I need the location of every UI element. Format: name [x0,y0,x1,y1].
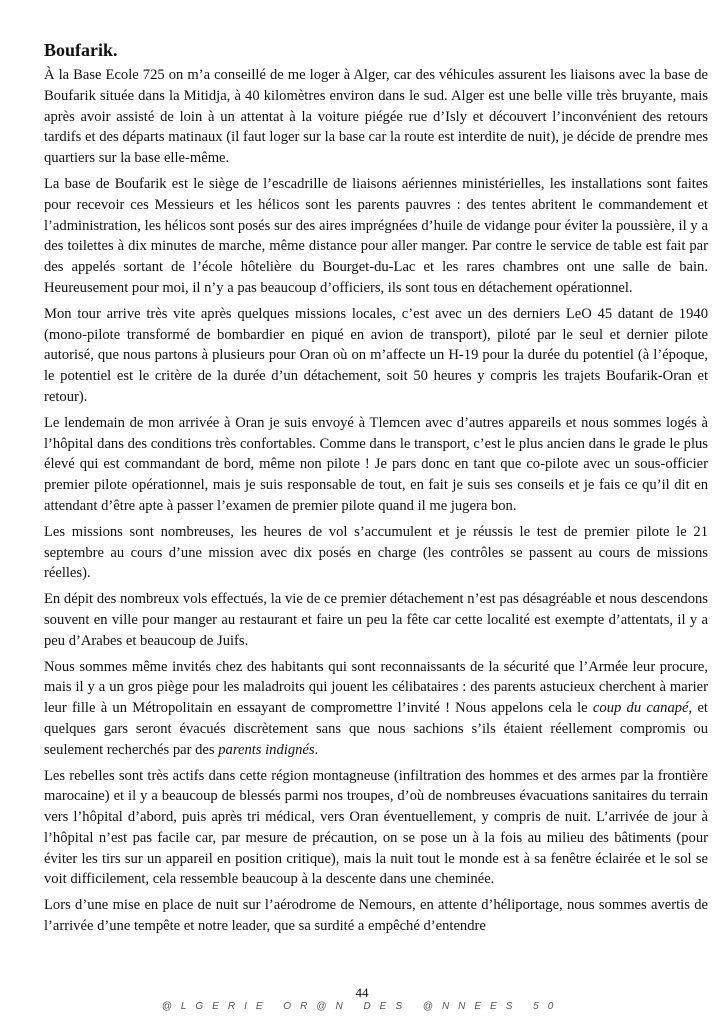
paragraph: Les missions sont nombreuses, les heures de vol s’accumulent et je réussis le test de premier pilote le 21 septembre au cours d’une mission avec dix posés en charge (les contrôles se passent au cours de missions réelles). [44,523,708,582]
paragraph-text: Nous sommes même invités chez des habitants qui sont reconnaissants de la sécurité que l’Armée leur procure, mais il y a un gros piège pour les maladroits qui jouent les célibataires : des parents astucieux cherchent à marier leur fille à un Métropolitain en essayant de compromettre l’invité ! Nous appelons cela le [44,658,708,717]
paragraph-text: . [314,741,319,758]
page-number: 44 [355,985,369,1000]
paragraph: Lors d’une mise en place de nuit sur l’aérodrome de Nemours, en attente d’héliportage, nous sommes avertis de l’arrivée d’une tempête et notre leader, que sa surdité a empêché d’entendre [44,897,708,935]
paragraph: Les rebelles sont très actifs dans cette région montagneuse (infiltration des hommes et des armes par la frontière marocaine) et il y a beaucoup de blessés parmi nos troupes, d’où de nombreuses évacuations sanitaires du terrain vers l’hôpital d’abord, puis après tri médical, vers Oran éventuellement, y compris de nuit. L’arrivée de jour à l’hôpital n’est pas facile car, par mesure de précaution, on se pose un à la fois au milieu des bâtiments (pour éviter les tirs sur un appareil en position critique), mais la nuit tout le monde est à sa fenêtre éclairée et le sol se voit difficilement, cela ressemble beaucoup à la descente dans une cheminée. [44,767,708,888]
section-title: Boufarik. [44,40,118,60]
italic-phrase: parents indignés [218,741,315,758]
paragraph-text: , et quelques gars seront évacués discrètement sans que nous sachions s’ils étaient réellement compromis ou seulement recherchés par des [44,700,708,758]
paragraph: À la Base Ecole 725 on m’a conseillé de me loger à Alger, car des véhicules assurent les liaisons avec la base de Boufarik située dans la Mitidja, à 40 kilomètres environ dans le sud. Alger est une belle ville très bruyante, mais après avoir assisté de loin à un attentat à la voiture piégée rue d’Isly et découvert l’inconvénient des retours tardifs et des départs matinaux (il faut loger sur la base car la route est interdite de nuit), je décide de prendre mes quartiers sur la base elle-même. [44,67,708,167]
paragraph: La base de Boufarik est le siège de l’escadrille de liaisons aériennes ministérielles, les installations sont faites pour recevoir ces Messieurs et les hélicos sont les parents pauvres : des tentes abritent le commandement et l’administration, les hélicos sont posés sur des aires imprégnées d’huile de vidange pour éviter la poussière, il y a des toilettes à dix minutes de marche, même distance pour aller manger. Par contre le service de table est fait par des appelés sortant de l’école hôtelière du Bourget-du-Lac et les rares chambres ont une salle de bain. Heureusement pour moi, il n’y a pas beaucoup d’officiers, ils sont tous en détachement opérationnel. [44,175,708,296]
italic-phrase: coup du canapé [592,700,689,717]
paragraph: Mon tour arrive très vite après quelques missions locales, c’est avec un des derniers LeO 45 datant de 1940 (mono-pilote transformé de bombardier en piqué en avion de transport), piloté par le seul et dernier pilote autorisé, que nous partons à plusieurs pour Oran où on m’affecte un H-19 pour la durée du potentiel (à l’époque, le potentiel est le critère de la durée d’un détachement, soit 50 heures y compris les trajets Boufarik-Oran et retour). [44,305,708,405]
paragraph: Le lendemain de mon arrivée à Oran je suis envoyé à Tlemcen avec d’autres appareils et nous sommes logés à l’hôpital dans des conditions très confortables. Comme dans le transport, c’est le plus ancien dans le grade le plus élevé qui est commandant de bord, même non pilote ! Je pars donc en tant que co-pilote avec un sous-officier premier pilote opérationnel, mais je suis responsable de tout, en fait je suis ses conseils et je fais ce qu’il dit en attendant d’être apte à passer l’examen de premier pilote quand il me jugera bon. [44,414,708,514]
paragraph: En dépit des nombreux vols effectués, la vie de ce premier détachement n’est pas désagréable et nous descendons souvent en ville pour manger au restaurant et faire un peu la fête car cette localité est exempte d’attentats, il y a peu d’Arabes et beaucoup de Juifs. [44,591,708,649]
paragraph [44,657,708,761]
page-body [44,38,708,942]
running-footer: @LGERIE OR@N DES @NNEES 50 [161,1001,563,1012]
